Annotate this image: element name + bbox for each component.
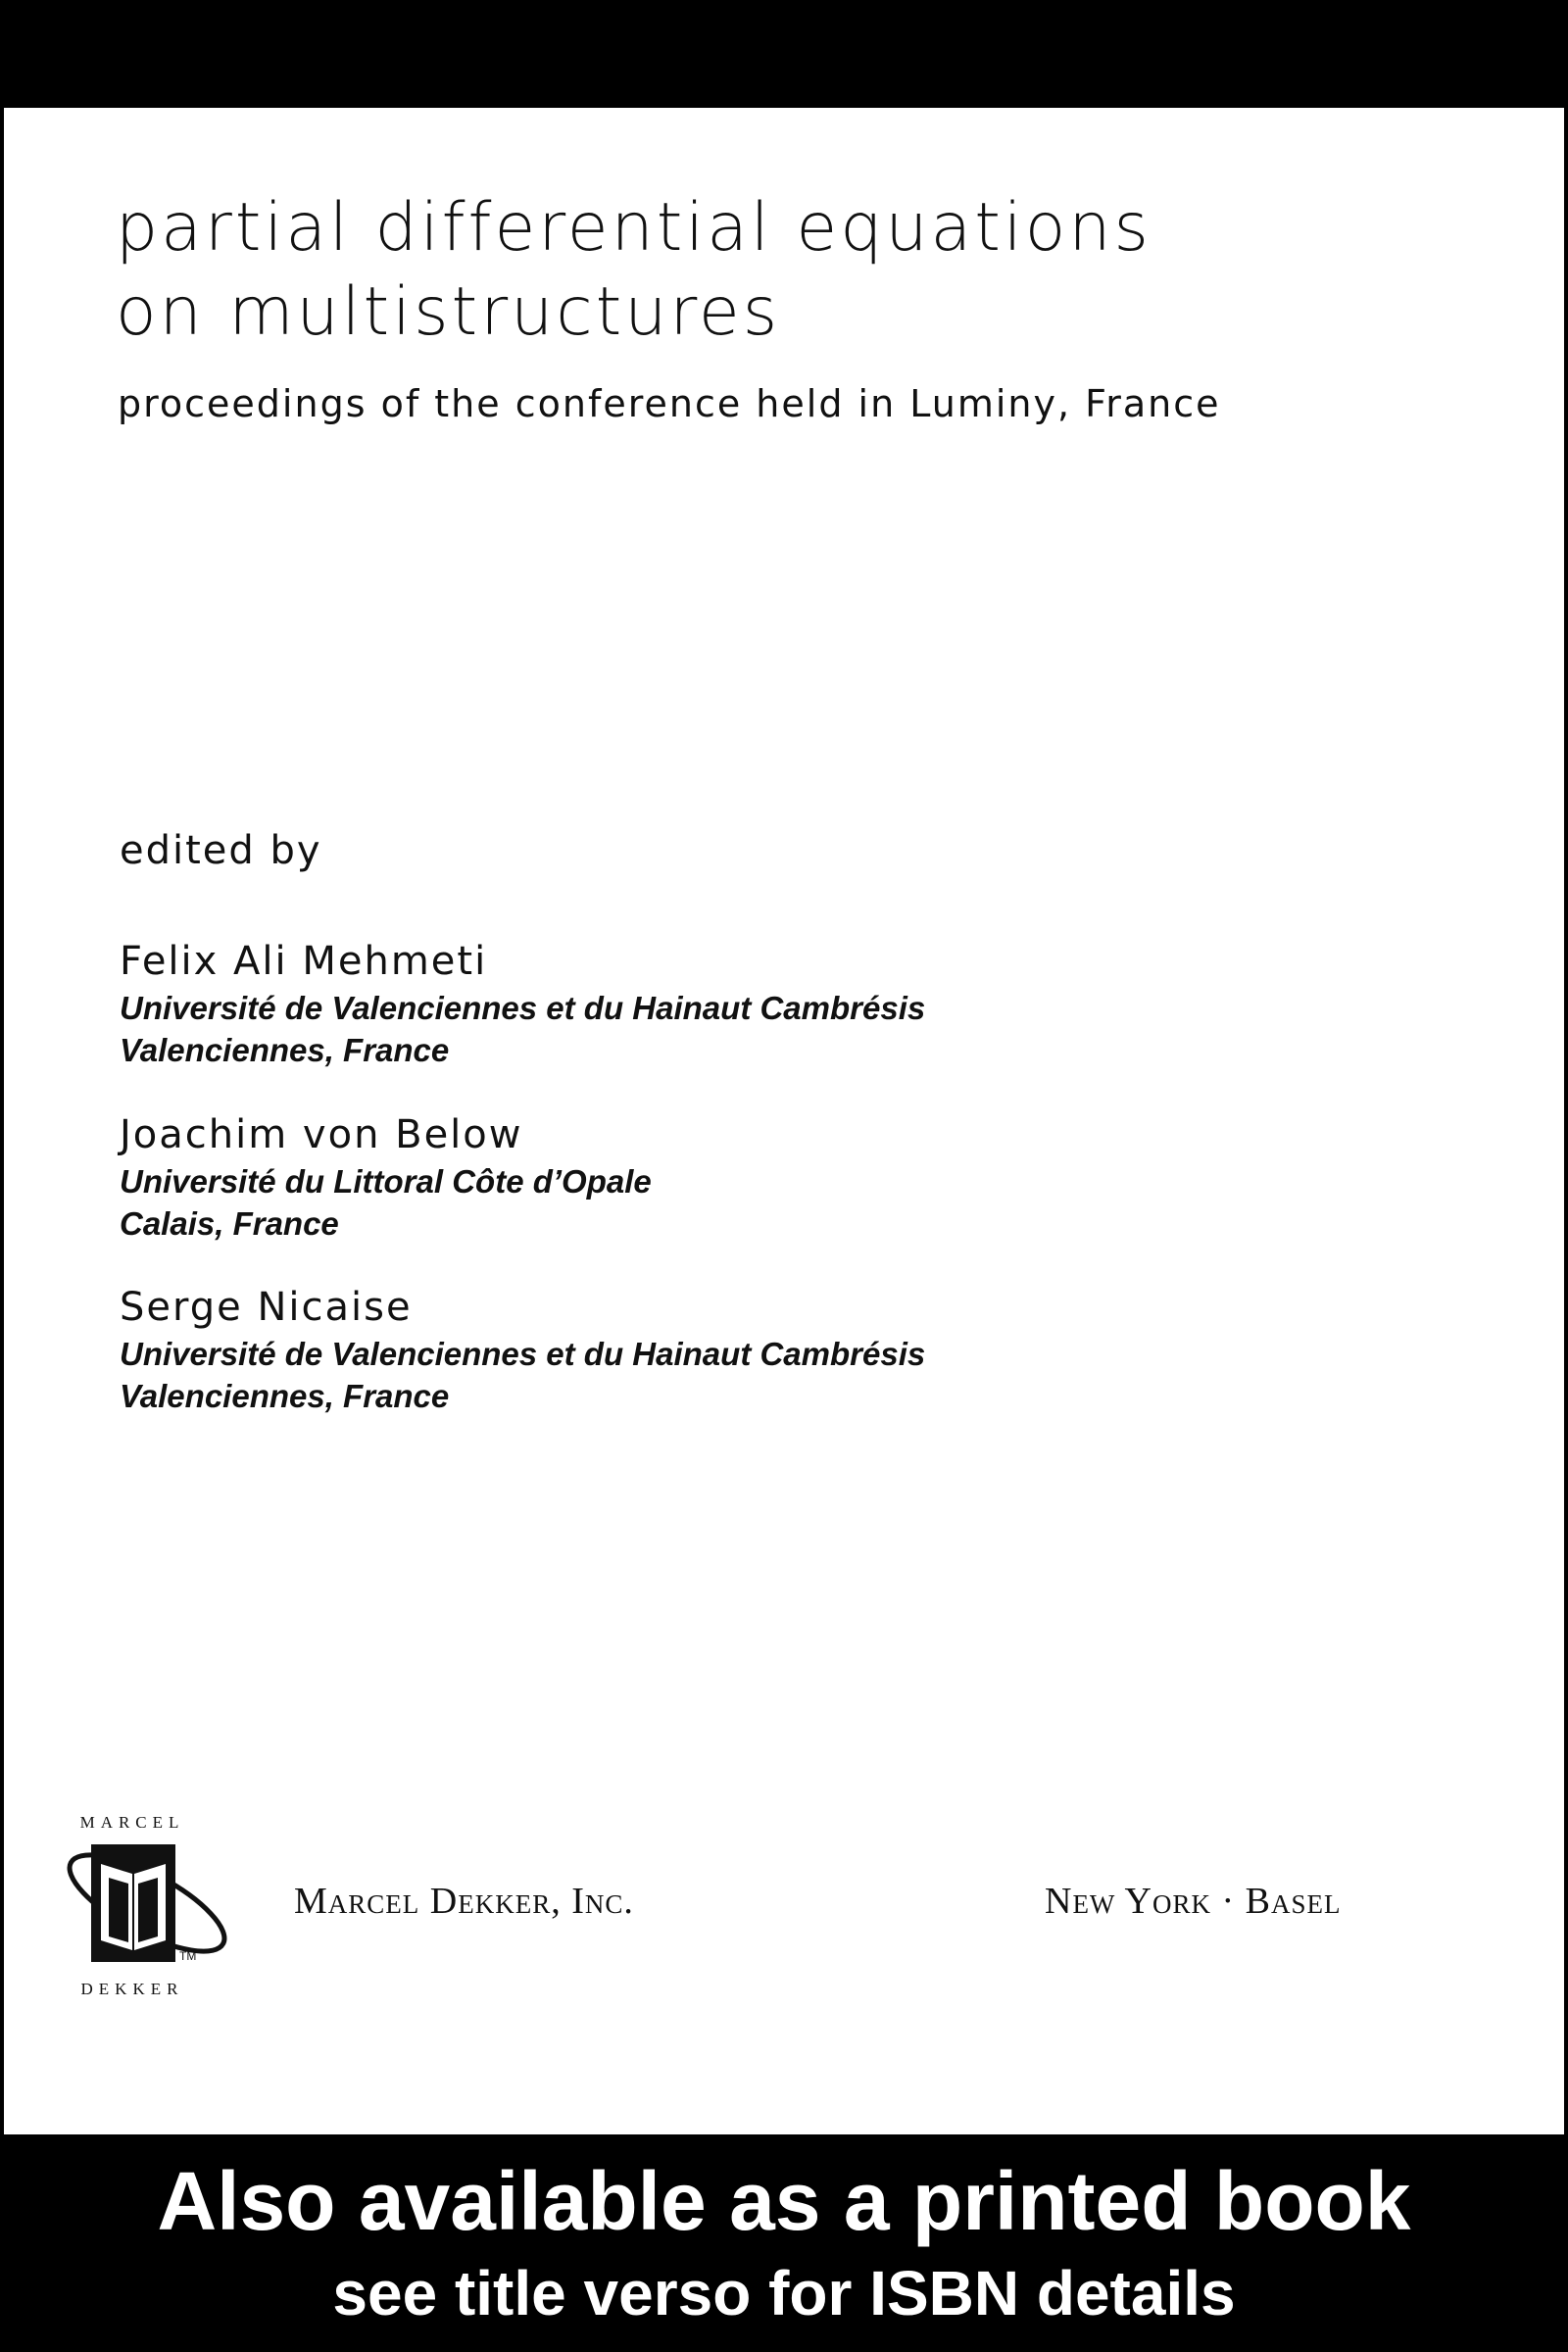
book-title-line-1: partial differential equations (116, 189, 1152, 267)
editor-name: Serge Nicaise (120, 1285, 413, 1330)
logo-word-top: MARCEL (79, 1813, 185, 1832)
trademark-mark: TM (179, 1949, 197, 1963)
editor-name: Joachim von Below (120, 1112, 523, 1157)
editor-location: Valenciennes, France (120, 1032, 450, 1068)
print-availability-banner (0, 2134, 1568, 2352)
banner-subline: see title verso for ISBN details (332, 2258, 1236, 2328)
editor-3 (120, 1282, 925, 1417)
editor-1 (120, 936, 925, 1071)
banner-headline: Also available as a printed book (157, 2155, 1411, 2247)
editor-affiliation: Université du Littoral Côte d’Opale (120, 1163, 652, 1200)
publisher-name: Marcel Dekker, Inc. (294, 1881, 634, 1922)
editor-location: Calais, France (120, 1205, 339, 1242)
logo-word-bottom: DEKKER (80, 1980, 184, 1998)
book-subtitle: proceedings of the conference held in Luminy, France (118, 382, 1221, 425)
editor-2 (120, 1109, 652, 1245)
editor-name: Felix Ali Mehmeti (120, 939, 488, 984)
editor-location: Valenciennes, France (120, 1378, 450, 1414)
book-emblem-icon (54, 1835, 240, 1991)
top-black-bar (0, 0, 1568, 108)
editor-affiliation: Université de Valenciennes et du Hainaut Cambrésis (120, 990, 926, 1026)
book-title (116, 186, 1546, 355)
editor-affiliation: Université de Valenciennes et du Hainaut Cambrésis (120, 1336, 926, 1372)
publisher-location: New York · Basel (1045, 1881, 1342, 1922)
publisher-logo (54, 1813, 240, 1999)
book-title-line-2: on multistructures (116, 273, 781, 351)
edited-by-label: edited by (120, 828, 322, 873)
